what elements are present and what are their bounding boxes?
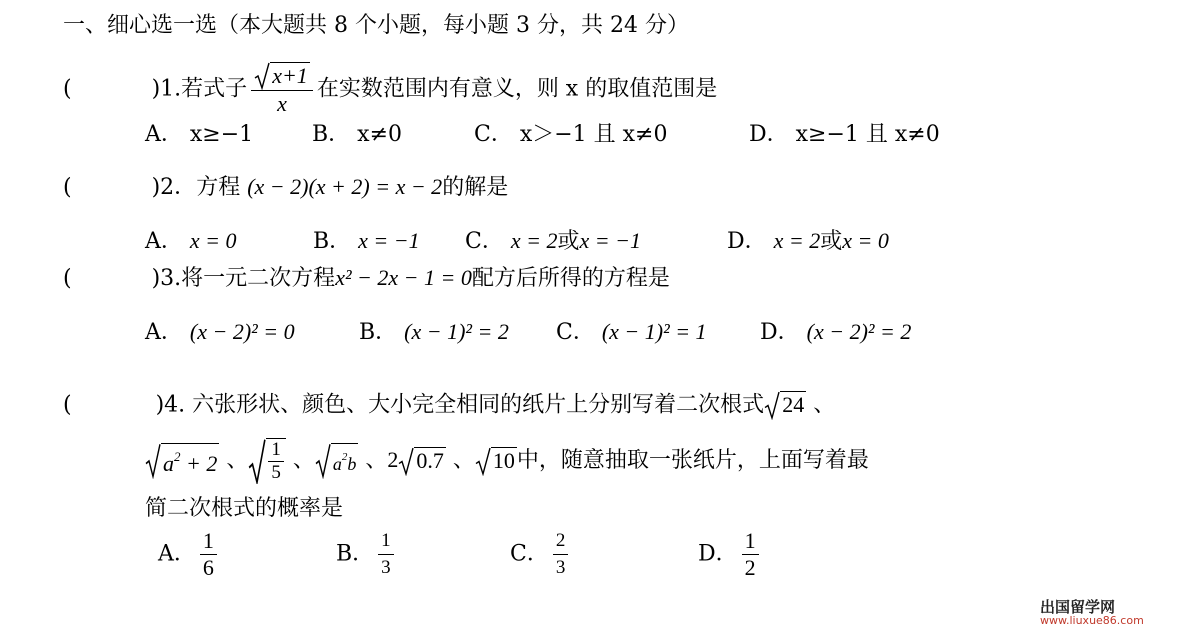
fraction-sqrt-x-plus-1-over-x: $\frac{x+1}{x}$ xyxy=(251,62,313,117)
question-stem-post: 配方后所得的方程是 xyxy=(471,266,670,291)
answer-paren: ( xyxy=(63,175,72,200)
answer-paren: ( xyxy=(63,76,72,102)
option-c: C． x＞−1 且 x≠0 xyxy=(474,122,668,147)
question-2-options xyxy=(145,227,889,256)
option-c: C． x = 2或x = −1 xyxy=(465,228,641,254)
sqrt-a-squared-b: $a^2b$ xyxy=(315,443,359,479)
option-c: C． $\frac{2}{3}$ xyxy=(510,528,698,581)
question-1 xyxy=(63,62,717,122)
question-1-options xyxy=(145,121,940,149)
question-number: )3. xyxy=(151,266,182,291)
sqrt-one-fifth: $\frac{1}{5}$ xyxy=(248,438,286,484)
option-d: D． $\frac{1}{2}$ xyxy=(698,528,763,581)
option-a: A． (x − 2)² = 0 xyxy=(145,319,295,345)
option-a: A． $\frac{1}{6}$ xyxy=(158,528,336,581)
answer-paren: ( xyxy=(63,392,72,418)
question-stem-pre: 若式子 xyxy=(181,76,248,102)
answer-paren: ( xyxy=(63,266,72,291)
sqrt-10: 10 xyxy=(475,447,517,476)
question-4: ( )4. 六张形状、颜色、大小完全相同的纸片上分别写着二次根式 24 、 xyxy=(63,391,835,420)
radical: x+1 xyxy=(254,62,310,90)
question-4-line-3: 简二次根式的概率是 xyxy=(145,496,344,521)
question-stem-post: 在实数范围内有意义，则 x 的取值范围是 xyxy=(316,76,718,102)
option-a: A． x = 0 xyxy=(145,228,237,254)
watermark-logo-text: 出国留学网 xyxy=(1040,598,1116,616)
option-a: A． x≥−1 xyxy=(145,122,254,147)
section-header: 一、细心选一选（本大题共 8 个小题，每小题 3 分，共 24 分） xyxy=(63,13,689,38)
option-b: B． x = −1 xyxy=(313,228,420,254)
option-c: C． (x − 1)² = 1 xyxy=(556,319,707,345)
option-b: B． (x − 1)² = 2 xyxy=(359,319,509,345)
option-b: B． $\frac{1}{3}$ xyxy=(336,528,510,581)
question-3-options xyxy=(145,318,911,347)
question-stem-pre: 将一元二次方程 xyxy=(181,266,336,291)
question-number: )4. xyxy=(155,392,186,418)
watermark-url: www.liuxue86.com xyxy=(1040,614,1144,627)
question-number: )1. xyxy=(151,76,182,102)
question-number: )2． xyxy=(151,175,197,200)
equation: x² − 2x − 1 = 0 xyxy=(335,265,472,290)
question-stem-pre: 六张形状、颜色、大小完全相同的纸片上分别写着二次根式 xyxy=(192,392,765,418)
option-d: D． x≥−1 且 x≠0 xyxy=(749,122,940,147)
option-d: D． x = 2或x = 0 xyxy=(727,228,889,254)
equation: (x − 2)(x + 2) = x − 2 xyxy=(247,174,443,199)
sqrt-a-squared-plus-2: $a^2 + 2$ xyxy=(145,443,219,479)
question-4-line-2-text: 中，随意抽取一张纸片，上面写着最 xyxy=(516,448,869,473)
option-d: D． (x − 2)² = 2 xyxy=(760,319,912,345)
question-2 xyxy=(63,173,508,202)
question-3 xyxy=(63,264,670,293)
sqrt-24: 24 xyxy=(764,391,806,420)
question-stem-pre: 方程 xyxy=(196,175,241,200)
question-stem-post: 的解是 xyxy=(442,175,509,200)
question-4-line-2: $a^2 + 2$ 、 $\frac{1}{5}$ 、 $a^2b$ 、2 0.7 、 10中，随意抽取一张纸片，上面写着最 xyxy=(145,438,869,488)
sqrt-0-7: 0.7 xyxy=(398,447,446,476)
option-b: B． x≠0 xyxy=(312,122,402,147)
question-4-options xyxy=(158,528,763,590)
